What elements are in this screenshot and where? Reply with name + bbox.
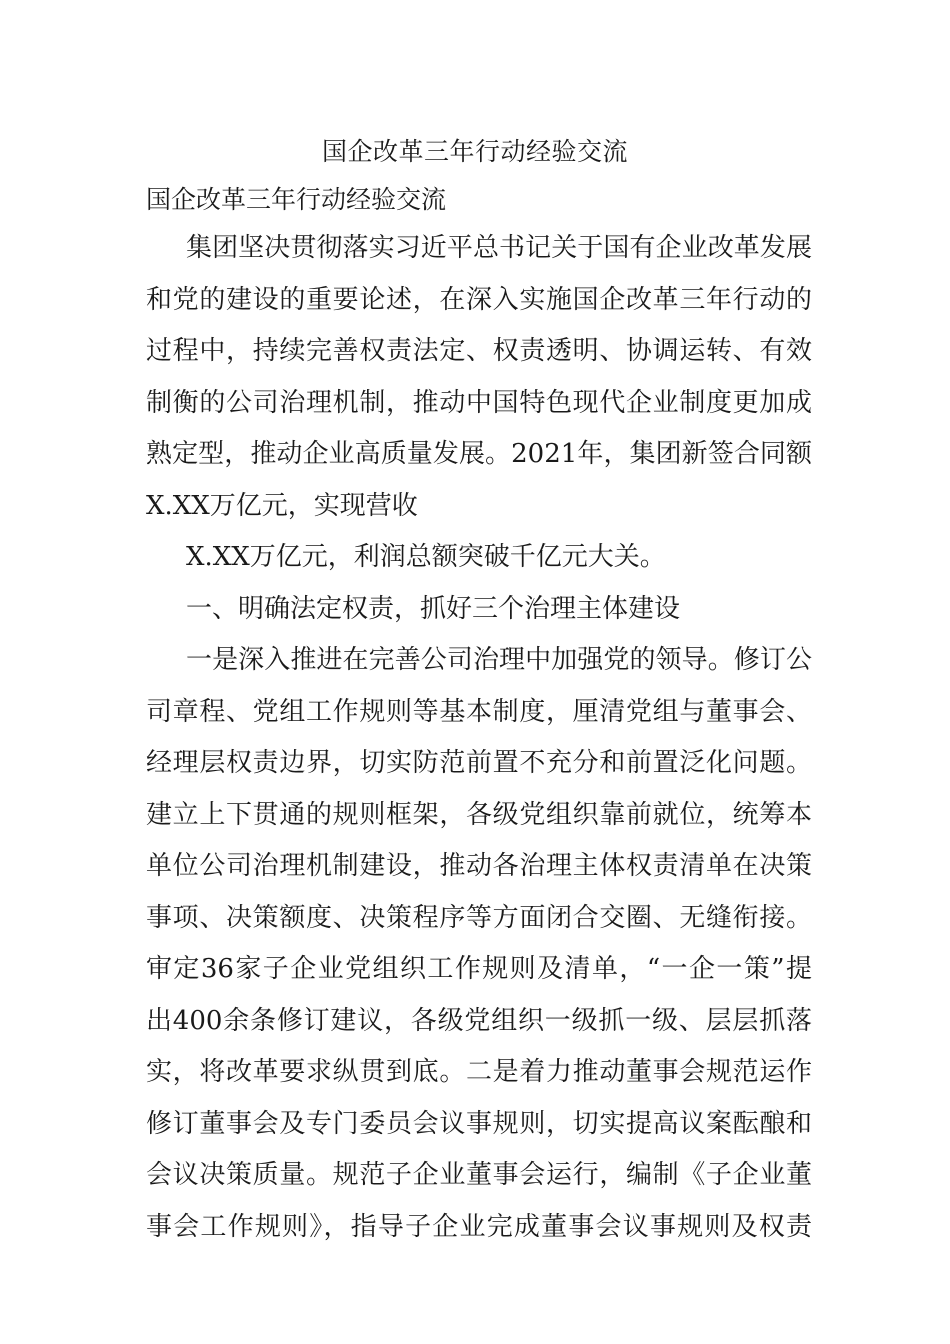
paragraph-line: 经理层权责边界，切实防范前置不充分和前置泛化问题。 bbox=[146, 748, 812, 778]
paragraph-line: 事项、决策额度、决策程序等方面闭合交圈、无缝衔接。 bbox=[146, 902, 812, 933]
paragraph-line: 事会工作规则》，指导子企业完成董事会议事规则及权责 bbox=[146, 1211, 812, 1242]
paragraph-line: 会议决策质量。规范子企业董事会运行，编制《子企业董 bbox=[146, 1160, 812, 1190]
paragraph-line: 制衡的公司治理机制，推动中国特色现代企业制度更加成 bbox=[146, 387, 812, 418]
paragraph-line: 修订董事会及专门委员会议事规则，切实提高议案酝酿和 bbox=[146, 1108, 812, 1139]
paragraph-line: 单位公司治理机制建设，推动各治理主体权责清单在决策 bbox=[146, 851, 812, 881]
paragraph-line: 出400余条修订建议，各级党组织一级抓一级、层层抓落 bbox=[146, 1005, 812, 1036]
section-heading: 一、明确法定权责，抓好三个治理主体建设 bbox=[186, 593, 681, 624]
paragraph-line: 过程中，持续完善权责法定、权责透明、协调运转、有效 bbox=[146, 336, 812, 366]
paragraph-line: 熟定型，推动企业高质量发展。2021年，集团新签合同额 bbox=[146, 439, 812, 469]
paragraph-line: 和党的建设的重要论述，在深入实施国企改革三年行动的 bbox=[146, 284, 812, 315]
paragraph-line: 司章程、党组工作规则等基本制度，厘清党组与董事会、 bbox=[146, 696, 812, 727]
paragraph-line: 一是深入推进在完善公司治理中加强党的领导。修订公 bbox=[186, 645, 812, 675]
document-subtitle: 国企改革三年行动经验交流 bbox=[146, 185, 447, 214]
paragraph-line: 建立上下贯通的规则框架，各级党组织靠前就位，统筹本 bbox=[146, 799, 812, 830]
paragraph-line: X.XX万亿元，实现营收 bbox=[146, 490, 418, 521]
paragraph-line: 审定36家子企业党组织工作规则及清单，“一企一策”提 bbox=[146, 954, 812, 984]
paragraph-line: X.XX万亿元，利润总额突破千亿元大关。 bbox=[186, 542, 666, 572]
document-title: 国企改革三年行动经验交流 bbox=[321, 137, 628, 166]
document-body bbox=[146, 228, 812, 1258]
paragraph-line: 集团坚决贯彻落实习近平总书记关于国有企业改革发展 bbox=[186, 233, 812, 263]
paragraph-line: 实，将改革要求纵贯到底。二是着力推动董事会规范运作 bbox=[146, 1057, 812, 1087]
